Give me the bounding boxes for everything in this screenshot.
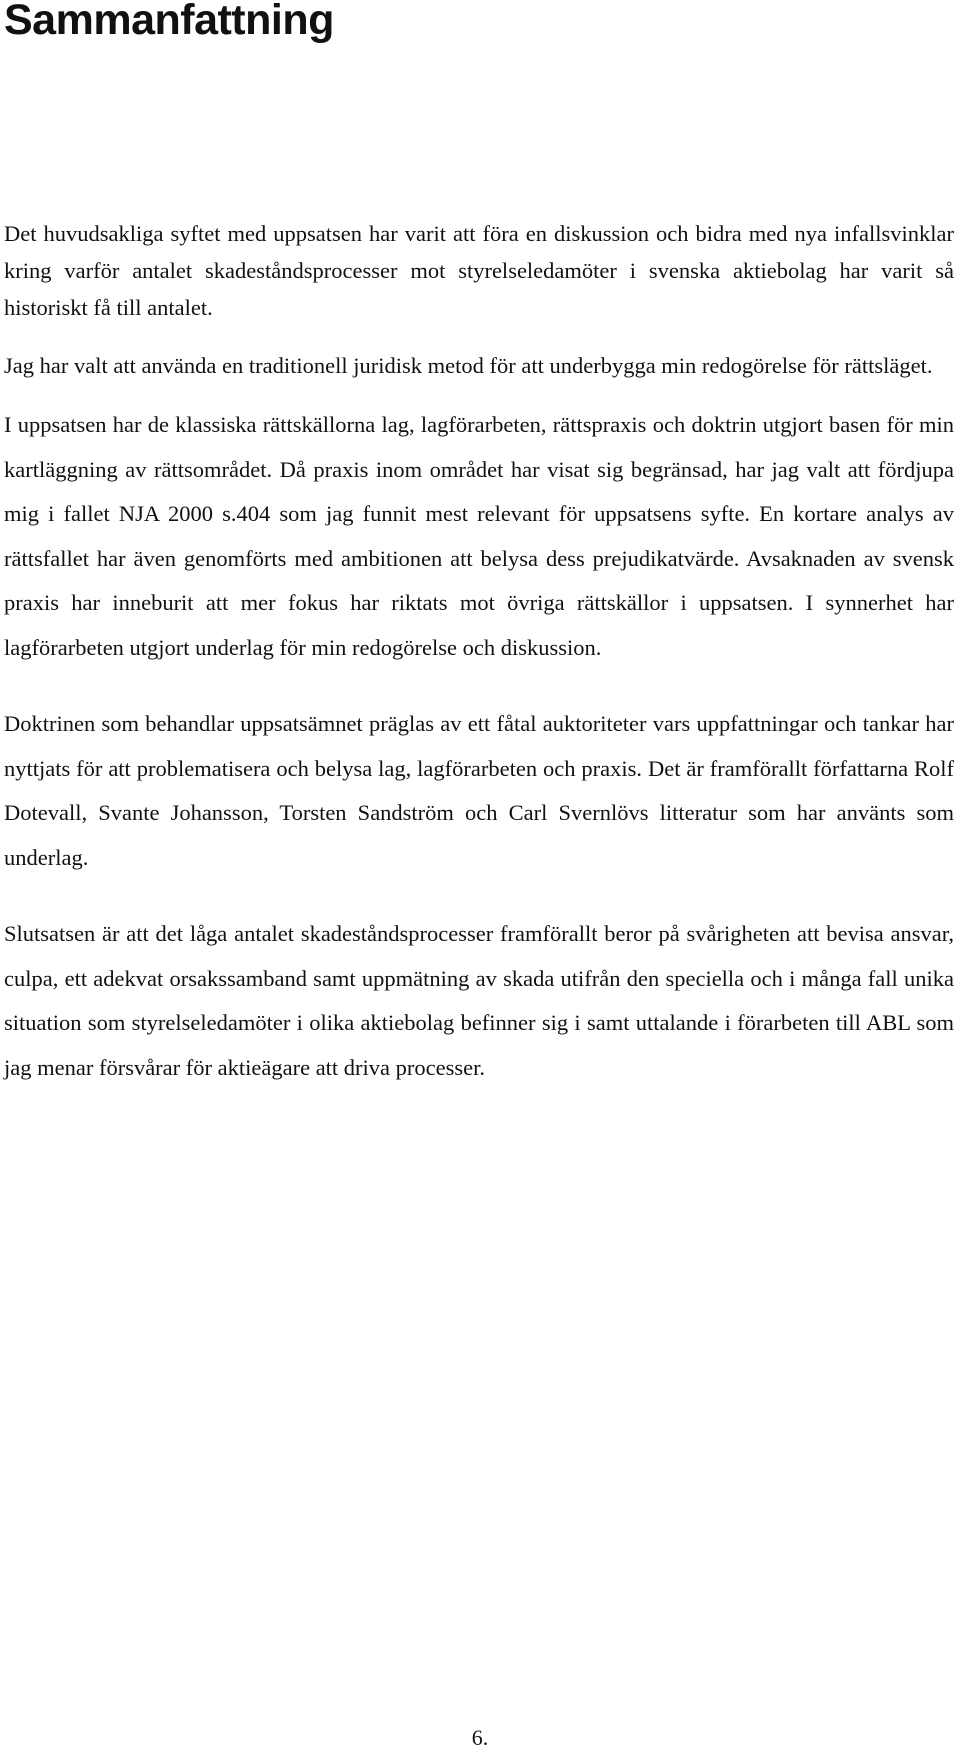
- paragraph-conclusion: Slutsatsen är att det låga antalet skadeståndsprocesser framförallt beror på svårigheten att bevisa ansvar, culpa, ett adekvat orsakssamband samt uppmätning av skada utifrån den speciella och i många fall unika situation som styrelseledamöter i olika aktiebolag befinner sig i samt uttalande i förarbeten till ABL som jag menar försvårar för aktieägare att driva processer.: [4, 921, 954, 1080]
- paragraph-method: Jag har valt att använda en traditionell juridisk metod för att underbygga min redogörelse för rättsläget.: [4, 353, 933, 378]
- paragraph-doctrine: Doktrinen som behandlar uppsatsämnet präglas av ett fåtal auktoriteter vars uppfattningar och tankar har nyttjats för att problematisera och belysa lag, lagförarbeten och praxis. Det är framförallt författarna Rolf Dotevall, Svante Johansson, Torsten Sandström och Carl Svernlövs litteratur som har använts som underlag.: [4, 711, 954, 870]
- document-body: [4, 215, 954, 1090]
- paragraph-purpose: Det huvudsakliga syftet med uppsatsen har varit att föra en diskussion och bidra med nya infallsvinklar kring varför antalet skadeståndsprocesser mot styrelseledamöter i svenska aktiebolag har varit så historiskt få till antalet.: [4, 221, 954, 320]
- page-number: 6.: [471, 1725, 489, 1750]
- page-title: Sammanfattning: [4, 0, 334, 44]
- paragraph-sources: I uppsatsen har de klassiska rättskällorna lag, lagförarbeten, rättspraxis och doktrin utgjort basen för min kartläggning av rättsområdet. Då praxis inom området har visat sig begränsad, har jag valt att fördjupa mig i fallet NJA 2000 s.404 som jag funnit mest relevant för uppsatsens syfte. En kortare analys av rättsfallet har även genomförts med ambitionen att belysa dess prejudikatvärde. Avsaknaden av svensk praxis har inneburit att mer fokus har riktats mot övriga rättskällor i uppsatsen. I synnerhet har lagförarbeten utgjort underlag för min redogörelse och diskussion.: [4, 412, 954, 660]
